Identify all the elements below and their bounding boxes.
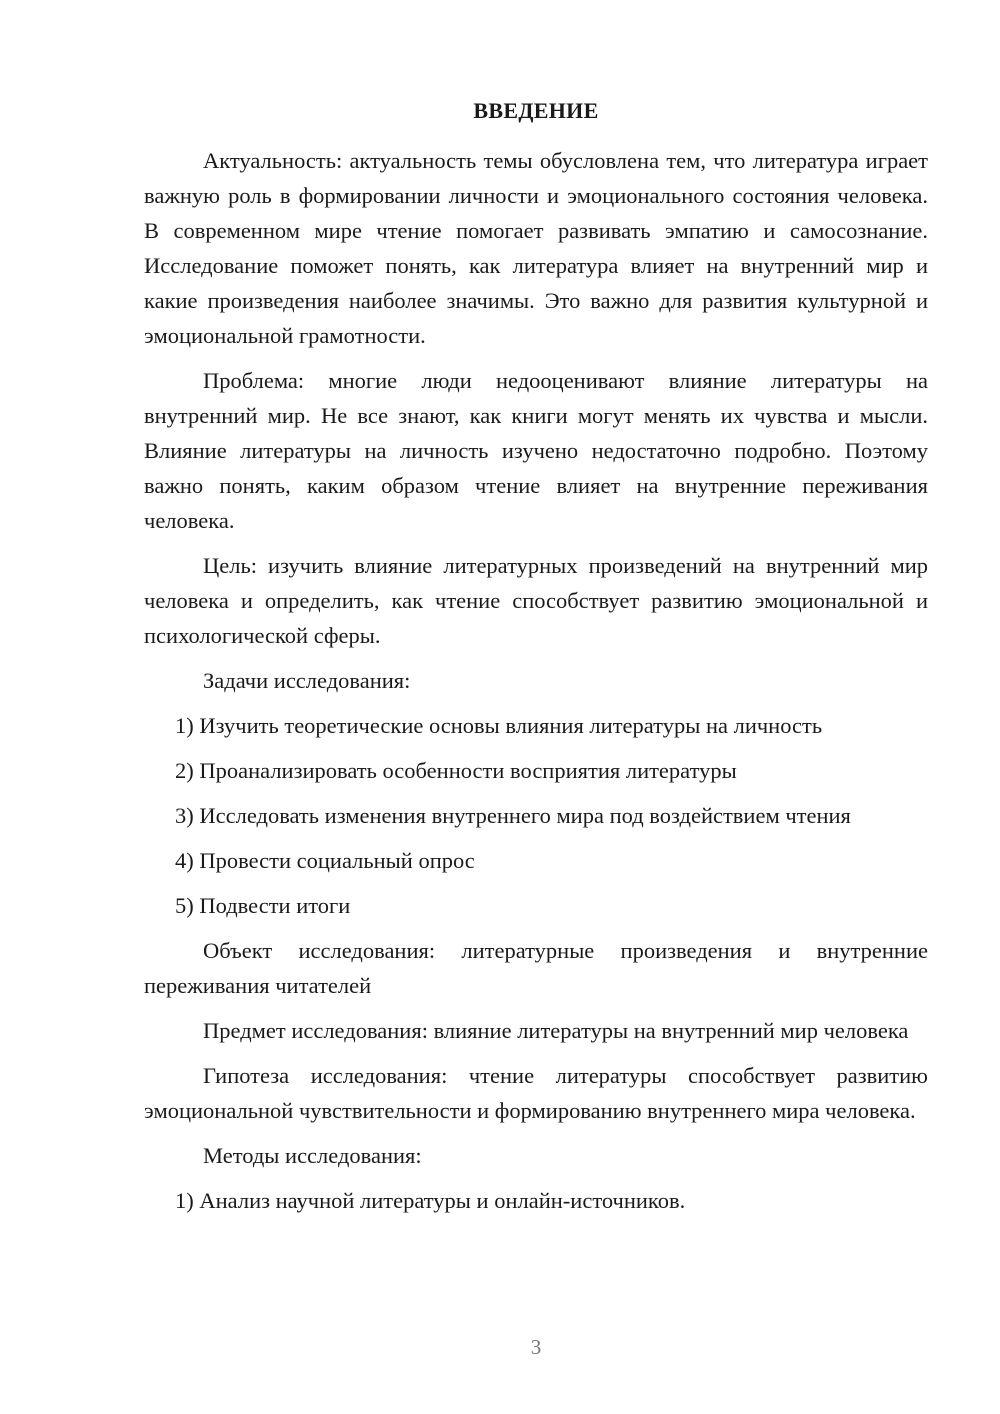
task-item-1: 1) Изучить теоретические основы влияния литературы на личность <box>175 713 823 738</box>
relevance-paragraph: Актуальность: актуальность темы обусловлена тем, что литература играет важную роль в формировании личности и эмоционального состояния человека. В современном мире чтение помогает развивать эмпатию и самосознание. Исследование поможет понять, как литература влияет на внутренний мир и какие произведения наиболее значимы. Это важно для развития культурной и эмоциональной грамотности. <box>144 148 928 348</box>
method-item-1: 1) Анализ научной литературы и онлайн-источников. <box>175 1188 686 1213</box>
task-item-5: 5) Подвести итоги <box>175 893 351 918</box>
task-item-4: 4) Провести социальный опрос <box>175 848 475 873</box>
object-paragraph: Объект исследования: литературные произведения и внутренние переживания читателей <box>144 938 928 998</box>
goal-paragraph: Цель: изучить влияние литературных произведений на внутренний мир человека и определить, как чтение способствует развитию эмоциональной и психологической сферы. <box>144 553 928 648</box>
document-page <box>144 0 928 1414</box>
section-heading: ВВЕДЕНИЕ <box>473 98 599 123</box>
tasks-title: Задачи исследования: <box>203 668 411 693</box>
methods-title: Методы исследования: <box>203 1143 422 1168</box>
subject-paragraph: Предмет исследования: влияние литературы на внутренний мир человека <box>203 1018 909 1043</box>
problem-paragraph: Проблема: многие люди недооценивают влияние литературы на внутренний мир. Не все знают, как книги могут менять их чувства и мысли. Влияние литературы на личность изучено недостаточно подробно. Поэтому важно понять, каким образом чтение влияет на внутренние переживания человека. <box>144 368 928 533</box>
hypothesis-paragraph: Гипотеза исследования: чтение литературы способствует развитию эмоциональной чувствительности и формированию внутреннего мира человека. <box>144 1063 928 1123</box>
page-number: 3 <box>530 1335 542 1359</box>
task-item-3: 3) Исследовать изменения внутреннего мира под воздействием чтения <box>175 803 851 828</box>
document-body <box>144 143 928 1218</box>
task-item-2: 2) Проанализировать особенности восприятия литературы <box>175 758 737 783</box>
